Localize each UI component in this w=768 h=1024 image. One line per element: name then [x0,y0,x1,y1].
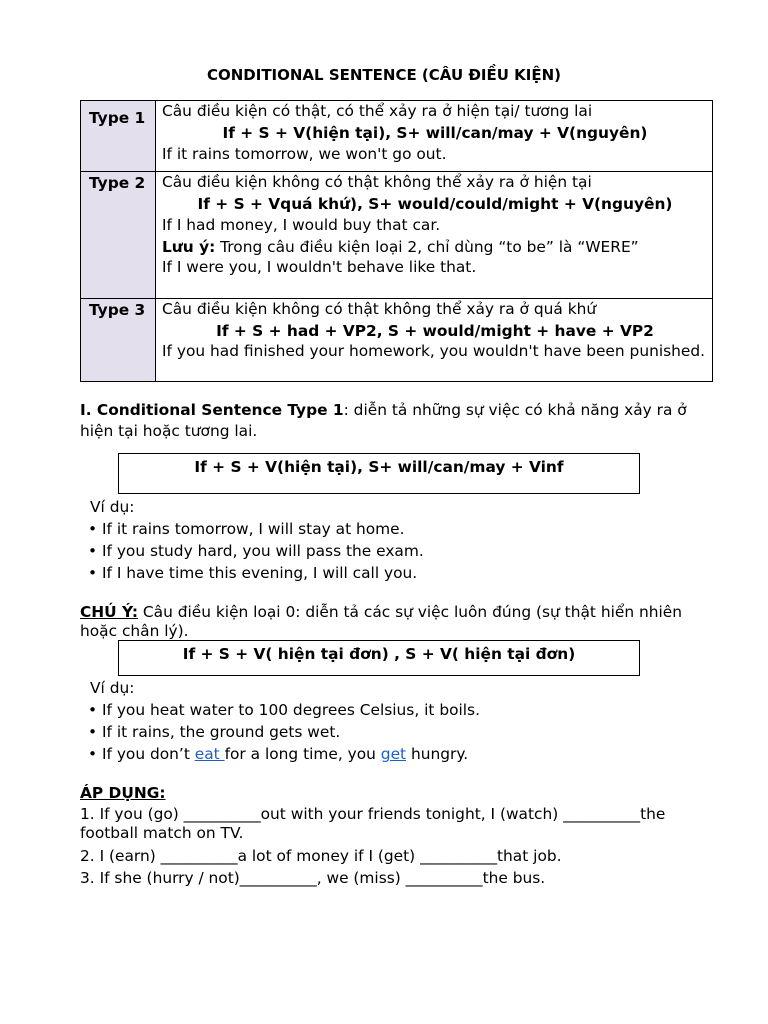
type-label: Type 2 [89,174,146,192]
get-link[interactable]: get [380,745,407,763]
list-item [80,743,720,765]
note-text: Câu điều kiện loại 0: diễn tả các sự việc luôn đúng (sự thật hiển nhiên hoặc chân lý). [80,603,682,640]
type-1-formula-box [118,453,640,494]
exercise-item: 3. If she (hurry / not)__________, we (miss) __________the bus. [80,869,546,887]
type-description: Câu điều kiện có thật, có thể xảy ra ở hiện tại/ tương lai [162,102,593,120]
type-0-formula-box [118,640,640,676]
exercise-section [80,783,720,889]
list-item: • If you study hard, you will pass the exam. [88,542,424,560]
example-label: Ví dụ: [90,498,135,516]
note-type-0 [80,603,720,641]
table-row-type-1 [81,101,713,172]
type-0-formula: If + S + V( hiện tại đơn) , S + V( hiện tại đơn) [182,645,576,663]
type-1-formula: If + S + V(hiện tại), S+ will/can/may + Vinf [194,458,564,476]
list-item: • If it rains, the ground gets wet. [88,723,341,741]
type-label-cell [81,101,156,172]
example-text: for a long time, you [224,745,381,763]
type-description-cell [156,172,713,299]
section-1-intro [80,400,720,442]
example-label: Ví dụ: [90,679,135,697]
type-label: Type 3 [89,301,146,319]
exercise-item: 1. If you (go) __________out with your friends tonight, I (watch) __________the football match on TV. [80,805,666,842]
document-title: CONDITIONAL SENTENCE (CÂU ĐIỀU KIỆN) [206,66,562,84]
type-description-cell [156,101,713,172]
type-example: If you had finished your homework, you wouldn't have been punished. [162,342,706,360]
type-label: Type 1 [89,109,146,127]
type-note [162,238,708,257]
example-text: • If you don’t [88,745,195,763]
exercise-heading: ÁP DỤNG: [80,784,166,802]
section-1-examples [80,496,720,584]
list-item: • If I have time this evening, I will call you. [88,564,418,582]
note-label: Lưu ý: [162,238,216,256]
type-description: Câu điều kiện không có thật không thể xảy ra ở quá khứ [162,300,597,318]
table-row-type-2 [81,172,713,299]
type-example: If it rains tomorrow, we won't go out. [162,145,447,163]
type-description: Câu điều kiện không có thật không thể xảy ra ở hiện tại [162,173,592,191]
type-label-cell [81,299,156,382]
note-text: Trong câu điều kiện loại 2, chỉ dùng “to be” là “WERE” [215,238,639,256]
type-description-cell [156,299,713,382]
list-item: • If you heat water to 100 degrees Celsius, it boils. [88,701,480,719]
exercise-item: 2. I (earn) __________a lot of money if I (get) __________that job. [80,847,562,865]
type-example: If I had money, I would buy that car. [162,216,441,234]
conditional-types-table [80,100,713,382]
type-example-2: If I were you, I wouldn't behave like that. [162,258,477,276]
type-label-cell [81,172,156,299]
type-formula: If + S + V(hiện tại), S+ will/can/may + V(nguyên) [222,124,648,142]
note-label: CHÚ Ý: [80,603,138,621]
section-1-heading: I. Conditional Sentence Type 1 [80,401,344,419]
type-formula: If + S + had + VP2, S + would/might + have + VP2 [216,322,654,340]
section-1-heading-rest: : diễn tả những sự việc có khả năng xảy ra ở hiện tại hoặc tương lai. [80,401,687,440]
type-0-examples [80,677,720,765]
type-formula: If + S + Vquá khứ), S+ would/could/might + V(nguyên) [197,195,673,213]
list-item: • If it rains tomorrow, I will stay at home. [88,520,405,538]
table-row-type-3 [81,299,713,382]
example-text: hungry. [406,745,469,763]
eat-link[interactable]: eat [194,745,225,763]
